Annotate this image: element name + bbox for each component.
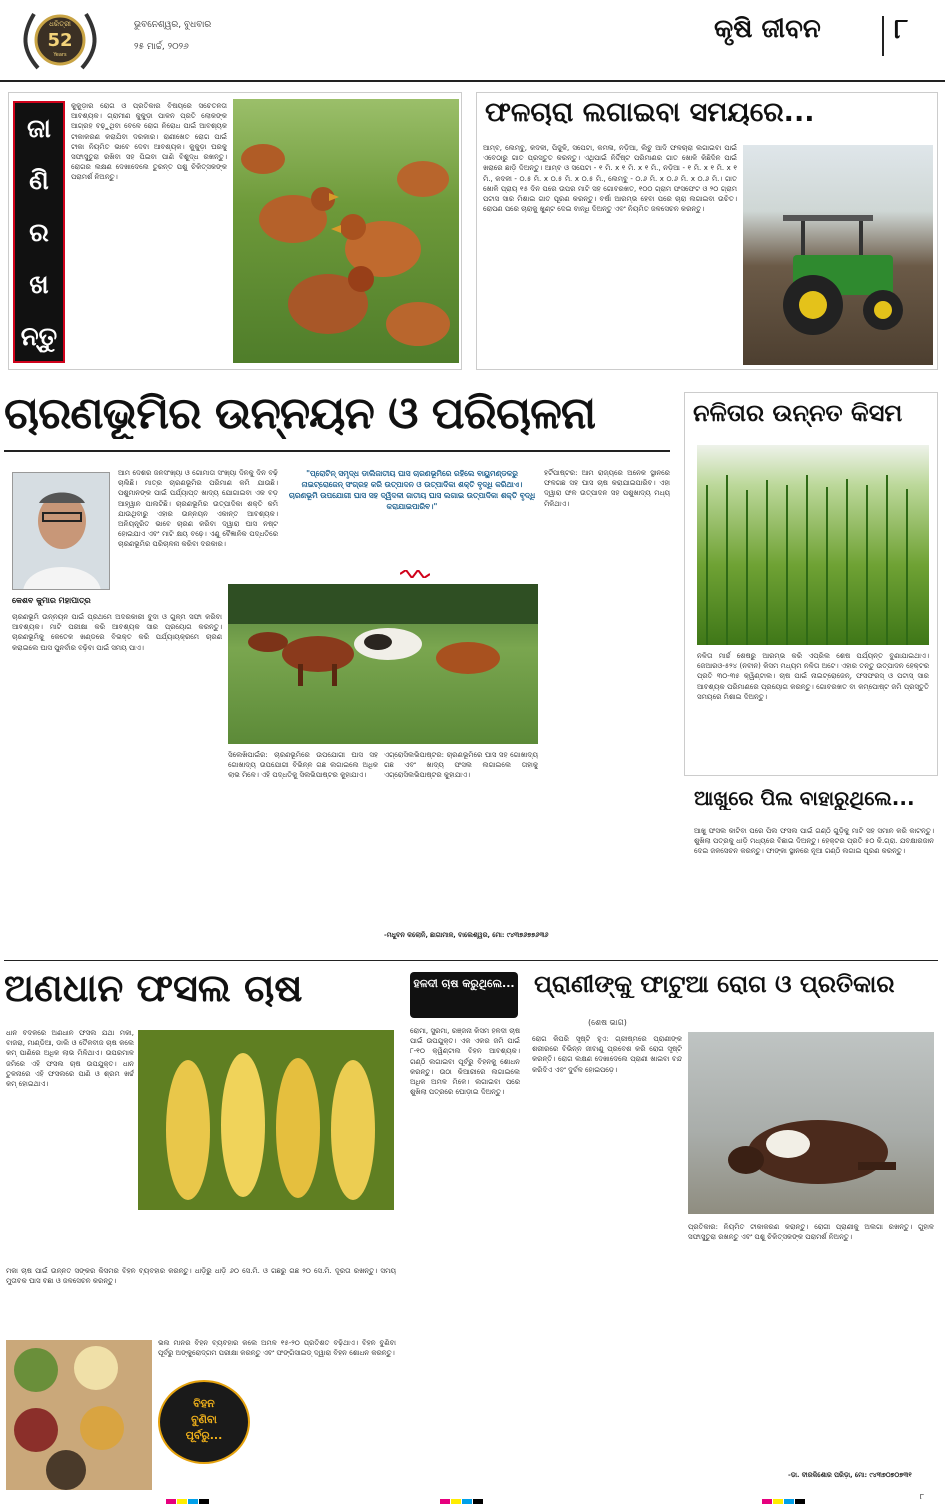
paddy-alt-title: ଅଣଧାନ ଫସଲ ଚାଷ <box>4 966 303 1010</box>
sugarcane-title: ଆଖୁରେ ପିଲ ବାହାରୁଥିଲେ... <box>694 786 915 810</box>
turmeric-label: ହଳଦୀ ଚାଷ କରୁଥିଲେ... <box>410 972 518 1018</box>
seeds-badge-line: ବିହନ <box>193 1397 215 1410</box>
print-registration-strip <box>166 1494 226 1504</box>
seeds-illustration <box>6 1340 152 1490</box>
grazing-title-rule <box>4 450 670 452</box>
paddy-alt-story <box>4 966 402 1492</box>
poultry-vertical-title <box>13 101 65 363</box>
grazing-col1b: ଚାରଣଭୂମି ଉନ୍ନୟନ ପାଇଁ ପ୍ରଥମେ ଅଦରକାରୀ ବୁଦା ଓ ଗୁଳ୍ମ ସଫା କରିବା ଆବଶ୍ୟକ। ମାଟି ପରୀକ୍ଷା କରି ଆବଶ୍ୟକ ସାର ପ୍ରୟୋଗ କରନ୍ତୁ। ଚାରଣଭୂମିକୁ କେତେକ ଖଣ୍ଡରେ ବିଭକ୍ତ କରି ପର୍ଯ୍ୟାୟକ୍ରମେ ଚାରଣ କରାଇଲେ ଘାସ ପୁନର୍ବାର ବଢ଼ିବା ପାଇଁ ସମୟ ପାଏ। <box>12 613 222 652</box>
sugarcane-body: ଆଖୁ ଫସଲ କାଟିବା ପରେ ପିଲ ଫସଲ ପାଇଁ ଗଣ୍ଠି ଗୁଡ଼ିକୁ ମାଟି ସହ ସମାନ କରି କାଟନ୍ତୁ। ଶୁଖିଲା ପତ୍ରକୁ ଧାଡ଼ି ମଧ୍ୟରେ ବିଛାଇ ଦିଅନ୍ତୁ। ହେକ୍ଟର ପ୍ରତି ୫୦ କି.ଗ୍ରା. ଯବକ୍ଷାରଜାନ ଦେଇ ଜଳସେଚନ କରନ୍ତୁ। ଫାଙ୍କା ସ୍ଥାନରେ ନୂଆ ଗଣ୍ଠି ଲଗାଇ ପୂରଣ କରନ୍ତୁ। <box>694 827 934 856</box>
corn-illustration <box>138 1030 394 1210</box>
orchard-title: ଫଳଚାରା ଲଗାଇବା ସମୟରେ... <box>485 97 815 128</box>
tractor-photo <box>743 145 933 365</box>
badge-top-text: ଧରିତ୍ରୀ <box>49 20 71 28</box>
cattle-photo <box>228 584 538 744</box>
sick-cow-photo <box>688 1032 934 1214</box>
animal-disease-body2: ପ୍ରତିକାର: ନିୟମିତ ଟୀକାକରଣ କରାନ୍ତୁ। ରୋଗୀ ପ୍ରାଣୀକୁ ଅଲଗା ରଖନ୍ତୁ। ଗୁହାଳ ସଫାସୁତୁରା ରଖନ୍ତୁ ଏବଂ ପଶୁ ଚିକିତ୍ସକଙ୍କ ପରାମର୍ଶ ନିଅନ୍ତୁ। <box>688 1223 934 1242</box>
grazing-col1: ଆମ ଦେଶର ଜନସଂଖ୍ୟା ଓ ଗୋମାତା ସଂଖ୍ୟା ଦିନକୁ ଦିନ ବଢ଼ି ଚାଲିଛି। ମାତ୍ର ଚାରଣଭୂମିର ପରିମାଣ କମି ଯାଉଛି। ପଶୁମାନଙ୍କ ପାଇଁ ପର୍ଯ୍ୟାପ୍ତ ଖାଦ୍ୟ ଯୋଗାଇବା ଏକ ବଡ଼ ଆହ୍ୱାନ ପାଲଟିଛି। ଚାରଣଭୂମିର ଉତ୍ପାଦିକା ଶକ୍ତି କମି ଯାଉଥିବାରୁ ଏହାର ଉନ୍ନୟନ ଏକାନ୍ତ ଆବଶ୍ୟକ। ଅନିୟନ୍ତ୍ରିତ ଭାବେ ଚାରଣ କରିବା ଦ୍ୱାରା ଘାସ ନଷ୍ଟ ହୋଇଯାଏ ଏବଂ ମାଟି କ୍ଷୟ ବଢ଼େ। ଏଣୁ ବୈଜ୍ଞାନିକ ପଦ୍ଧତିରେ ଚାରଣଭୂମିର ପରିଚାଳନା କରିବା ଦରକାର। <box>118 469 278 549</box>
vertical-title-char: ଜା <box>27 114 51 144</box>
page-number: ୮ <box>894 12 909 45</box>
grazing-pullquote: "ପ୍ରୋଟିନ୍ ସମୃଦ୍ଧ ଡାଲିଜାତୀୟ ଘାସ ଚାରଣଭୂମିରେ ରହିଲେ ବାୟୁମଣ୍ଡଳରୁ ନାଇଟ୍ରୋଜେନ୍ ସଂଗ୍ରହ କରି ଉତ୍ପାଦନ ଓ ଉତ୍ପାଦିକା ଶକ୍ତି ବୃଦ୍ଧି କରିଥାଏ। ଚାରଣଭୂମି ଉପଯୋଗୀ ଘାସ ସହ ଦ୍ୱିଦଳୀ ଜାତୀୟ ଘାସ ଲଗାଇ ଉତ୍ପାଦିକା ଶକ୍ତି ବୃଦ୍ଧି କରାଯାଇପାରିବ।" <box>288 469 536 511</box>
footer-page-code: ୮ <box>920 1492 925 1501</box>
zigzag-icon <box>400 570 430 578</box>
grazing-contact: -ମଧୁବନ କଲୋନି, ଛାଗାମାଳ, ବାଲେଶ୍ୱର, ମୋ: ୯୪୩୭୬୭୭୬୩୬ <box>384 931 549 939</box>
poultry-story <box>8 92 462 370</box>
section-title: କୃଷି ଜୀବନ <box>714 14 821 44</box>
paddy-alt-body1: ଧାନ ବଦଳରେ ଅଣଧାନ ଫସଲ ଯଥା ମକା, ବାଜରା, ମାଣ୍ଡିଆ, ଡାଲି ଓ ତୈଳବୀଜ ଚାଷ କଲେ କମ୍ ପାଣିରେ ଅଧିକ ଲାଭ ମିଳିଥାଏ। ଉପରମାଳ ଜମିରେ ଏହି ଫସଲ ଚାଷ ଉପଯୁକ୍ତ। ଧାନ ତୁଳନାରେ ଏହି ଫସଲରେ ପାଣି ଓ ଶ୍ରମ ଖର୍ଚ୍ଚ କମ୍ ହୋଇଥାଏ। <box>6 1029 134 1089</box>
turmeric-body: ରୋମା, ସୁରମା, ରଞ୍ଜନା କିସମ ହଳଦୀ ଚାଷ ପାଇଁ ଉପଯୁକ୍ତ। ଏକ ଏକର ଜମି ପାଇଁ ୮-୧୦ କ୍ୱିଣ୍ଟାଲ ବିହନ ଆବଶ୍ୟକ। ଗଣ୍ଠି ଲଗାଇବା ପୂର୍ବରୁ ବିହନକୁ ଶୋଧନ କରନ୍ତୁ। ଉଠା କିଆରୀରେ ଲଗାଇଲେ ଅଧିକ ଅମଳ ମିଳେ। ଲଗାଇବା ପରେ ଶୁଖିଲା ପତ୍ରରେ ଘୋଡ଼ାଇ ଦିଅନ୍ତୁ। <box>410 1027 520 1097</box>
print-registration-strip <box>440 1494 500 1504</box>
grazing-title: ଚାରଣଭୂମିର ଉନ୍ନୟନ ଓ ପରିଚାଳନା <box>4 388 596 439</box>
masthead-rule <box>0 80 945 82</box>
turmeric-story <box>406 966 524 1492</box>
seeds-badge <box>158 1380 250 1464</box>
corn-photo <box>138 1030 394 1210</box>
sugarcane-story <box>684 786 938 956</box>
jute-title: ନଳିତାର ଉନ୍ନତ କିସମ <box>693 399 903 427</box>
section-divider <box>882 16 884 56</box>
grazing-col3: ସିଲେଖିପାଇଁର: ଚାରଣଭୂମିରେ ଉପଯୋଗୀ ଘାସ ସହ ଗୋଖାଦ୍ୟ ଉପଯୋଗୀ ବିଭିନ୍ନ ଗଛ ଲଗାଇଲେ ଅଧିକ ଲାଭ ମିଳେ। ଏହି ପଦ୍ଧତିକୁ ସିଲଭିପାଷ୍ଟର କୁହାଯାଏ। <box>228 751 378 780</box>
seeds-photo <box>6 1340 152 1490</box>
vertical-title-char: ର <box>29 218 49 248</box>
animal-disease-body1: ରୋଗ କିପରି ସୃଷ୍ଟି ହୁଏ: ଗ୍ରୀଷ୍ମରେ ପ୍ରାଣୀଙ୍କ ଶରୀରରେ ବିଭିନ୍ନ ଜୀବାଣୁ ପ୍ରବେଶ କରି ରୋଗ ସୃଷ୍ଟି କରନ୍ତି। ରୋଗ ଲକ୍ଷଣ ଦେଖାଦେଲେ ପ୍ରାଣୀ ଖାଇବା ବନ୍ଦ କରିଦିଏ ଏବଂ ଦୁର୍ବଳ ହୋଇପଡ଼େ। <box>532 1035 682 1074</box>
badge-number: 52 <box>47 30 73 51</box>
hens-illustration <box>233 99 459 363</box>
vertical-title-char: ଖ <box>29 270 49 300</box>
animal-disease-subtitle: (ଶେଷ ଭାଗ) <box>588 1018 627 1027</box>
seeds-badge-line: ବୁଣିବା <box>191 1413 217 1426</box>
jute-plants <box>697 445 929 645</box>
orchard-story <box>476 92 938 370</box>
animal-disease-title: ପ୍ରାଣୀଙ୍କୁ ଫାଟୁଆ ରୋଗ ଓ ପ୍ରତିକାର <box>534 970 895 998</box>
animal-disease-contact: -ଡା. ବୀରକିଶୋର ପରିଡ଼ା, ମୋ: ୯୪୩୭୦୭୦୭୩୧ <box>788 1471 912 1479</box>
grazing-story <box>4 388 674 954</box>
tractor-illustration <box>743 145 933 365</box>
dateline-date: ୨୫ ମାର୍ଚ୍ଚ, ୨୦୨୬ <box>134 42 189 52</box>
jute-body: ନଳିତା ମାର୍ଚ୍ଚ ଶେଷରୁ ଆରମ୍ଭ କରି ଏପ୍ରିଲ ଶେଷ ପର୍ଯ୍ୟନ୍ତ ବୁଣାଯାଇଥାଏ। ଜେଆରଓ-୫୨୪ (ନବୀନ) କିସମ ମଧ୍ୟମ ନଳିତା ଅଟେ। ଏହାର ତନ୍ତୁ ଉତ୍ପାଦନ ହେକ୍ଟର ପ୍ରତି ୩୦-୩୫ କ୍ୱିଣ୍ଟାଲ। ଚାଷ ପାଇଁ ନାଇଟ୍ରୋଜେନ୍, ଫସଫରସ୍ ଓ ପଟାସ୍ ସାର ଆବଶ୍ୟକ ପରିମାଣରେ ପ୍ରୟୋଗ କରନ୍ତୁ। ଗୋବରଖତ ବା କମ୍ପୋଷ୍ଟ ଜମି ପ୍ରସ୍ତୁତି ସମୟରେ ମିଶାଇ ଦିଅନ୍ତୁ। <box>697 652 929 701</box>
cattle-illustration <box>228 584 538 744</box>
author-portrait <box>13 473 110 590</box>
hens-photo <box>233 99 459 363</box>
grazing-col5: ହର୍ଟିପାଷ୍ଟର: ଆମ ରାଜ୍ୟରେ ଅନେକ ସ୍ଥାନରେ ଫଳଗଛ ସହ ଘାସ ଚାଷ କରାଯାଇପାରିବ। ଏହା ଦ୍ୱାରା ଫଳ ଉତ୍ପାଦନ ସହ ପଶୁଖାଦ୍ୟ ମଧ୍ୟ ମିଳିଥାଏ। <box>544 469 670 508</box>
jute-field-photo <box>697 445 929 645</box>
seeds-body: ଭଲ ମାନର ବିହନ ବ୍ୟବହାର କଲେ ଅମଳ ୧୫-୨୦ ପ୍ରତିଶତ ବଢ଼ିଥାଏ। ବିହନ ବୁଣିବା ପୂର୍ବରୁ ଅଙ୍କୁରୋଦ୍ଗମ ପରୀକ୍ଷା କରନ୍ତୁ ଏବଂ ଫଙ୍ଗିସାଇଡ୍ ଦ୍ୱାରା ବିହନ ଶୋଧନ କରନ୍ତୁ। <box>158 1339 396 1358</box>
jute-story <box>684 392 938 776</box>
orchard-body: ଆମ୍ବ, ଲେମ୍ବୁ, କଦଳୀ, ପିଜୁଳି, ସପେଟା, କମଳା, ନଡ଼ିଆ, ଲିଚୁ ଆଦି ଫଳଚାରା ଲଗାଇବା ପାଇଁ ଏବେଠାରୁ ଗାତ ପ୍ରସ୍ତୁତ କରନ୍ତୁ। ଏଥିପାଇଁ ନିର୍ଦ୍ଦିଷ୍ଟ ପରିମାଣର ଗାତ ଖୋଳି କିଛିଦିନ ପାଇଁ ଖରାରେ ଛାଡ଼ି ଦିଅନ୍ତୁ। ଆମ୍ବ ଓ ସପେଟା - ୧ ମି. x ୧ ମି. x ୧ ମି., ନଡ଼ିଆ - ୧ ମି. x ୧ ମି. x ୧ ମି., କଦଳୀ - ୦.୫ ମି. x ୦.୫ ମି. x ୦.୫ ମି., ଲେମ୍ବୁ - ୦.୬ ମି. x ୦.୬ ମି. x ୦.୬ ମି.। ଗାତ ଖୋଳି ପ୍ରାୟ ୧୫ ଦିନ ପରେ ଉପର ମାଟି ସହ ଗୋବରଖତ, ୧୦୦ ଗ୍ରାମ ଫସଫେଟ ଓ ୨୦ ଗ୍ରାମ ପଟାସ ସାର ମିଶାଇ ଗାତ ପୂରଣ କରନ୍ତୁ। ବର୍ଷା ଆରମ୍ଭ ହେବା ପରେ ଚାରା ଲଗାଇବା ଉଚିତ। ରୋପଣ ପରେ ଚାରାକୁ ଖୁଣ୍ଟ ଦେଇ ବାନ୍ଧି ଦିଅନ୍ତୁ ଏବଂ ନିୟମିତ ଜଳସେଚନ କରନ୍ତୁ। <box>483 144 737 214</box>
cow-illustration <box>688 1032 934 1214</box>
paddy-alt-body2: ମକା ଚାଷ ପାଇଁ ଉନ୍ନତ ସଙ୍କର କିସମର ବିହନ ବ୍ୟବହାର କରନ୍ତୁ। ଧାଡ଼ିରୁ ଧାଡ଼ି ୬୦ ସେ.ମି. ଓ ଗଛରୁ ଗଛ ୨୦ ସେ.ମି. ଦୂରତା ରଖନ୍ତୁ। ସମୟ ମୁତାବକ ଘାସ ବଛା ଓ ଜଳସେଚନ କରନ୍ତୁ। <box>6 1267 396 1286</box>
poultry-body: କୁକୁଡ଼ାର ରୋଗ ଓ ପ୍ରତିକାର ବିଷୟରେ ସଚେତନତା ଆବଶ୍ୟକ। ଗ୍ରାମୀଣ କୁକୁଡ଼ା ପାଳନ ପ୍ରତି ଲୋକଙ୍କ ଆଗ୍ରହ ବଢ଼ୁଥିବା ବେଳେ ରୋଗ ନିରୋଧ ପାଇଁ ଆବଶ୍ୟକ ଟୀକାକରଣ କରାଯିବା ଦରକାର। ରାଣୀଖେତ ରୋଗ ପାଇଁ ଟୀକା ନିୟମିତ ଭାବେ ଦେବା ଆବଶ୍ୟକ। କୁକୁଡ଼ା ଘରକୁ ସଫାସୁତୁରା ରଖିବା ସହ ପିଇବା ପାଣି ବିଶୁଦ୍ଧ ରଖନ୍ତୁ। ରୋଗର ଲକ୍ଷଣ ଦେଖାଦେଲେ ତୁରନ୍ତ ପଶୁ ଚିକିତ୍ସକଙ୍କ ପରାମର୍ଶ ନିଅନ୍ତୁ। <box>71 102 227 182</box>
animal-disease-story <box>528 966 938 1492</box>
vertical-title-char: ନ୍ତୁ <box>20 322 58 352</box>
grazing-col4: ଏଗ୍ରୋସିଲଭିପାଷ୍ଟର: ଚାରଣଭୂମିରେ ଘାସ ସହ ଗୋଖାଦ୍ୟ ଗଛ ଏବଂ ଖାଦ୍ୟ ଫସଲ ଲଗାଇଲେ ତାହାକୁ ଏଗ୍ରୋସିଲଭିପାଷ୍ଟର କୁହାଯାଏ। <box>384 751 538 780</box>
vertical-title-char: ଣି <box>29 166 49 196</box>
dateline-place: ଭୁବନେଶ୍ୱର, ବୁଧବାର <box>134 20 212 30</box>
author-name: କେଶବ କୁମାର ମହାପାତ୍ର <box>12 596 91 605</box>
seeds-badge-line: ପୂର୍ବରୁ... <box>185 1429 223 1442</box>
print-registration-strip <box>762 1494 822 1504</box>
author-photo <box>12 472 110 590</box>
section-rule-bottom <box>4 960 938 961</box>
anniversary-badge <box>22 6 98 74</box>
masthead <box>0 0 945 82</box>
badge-bottom-text: Years <box>53 52 67 58</box>
